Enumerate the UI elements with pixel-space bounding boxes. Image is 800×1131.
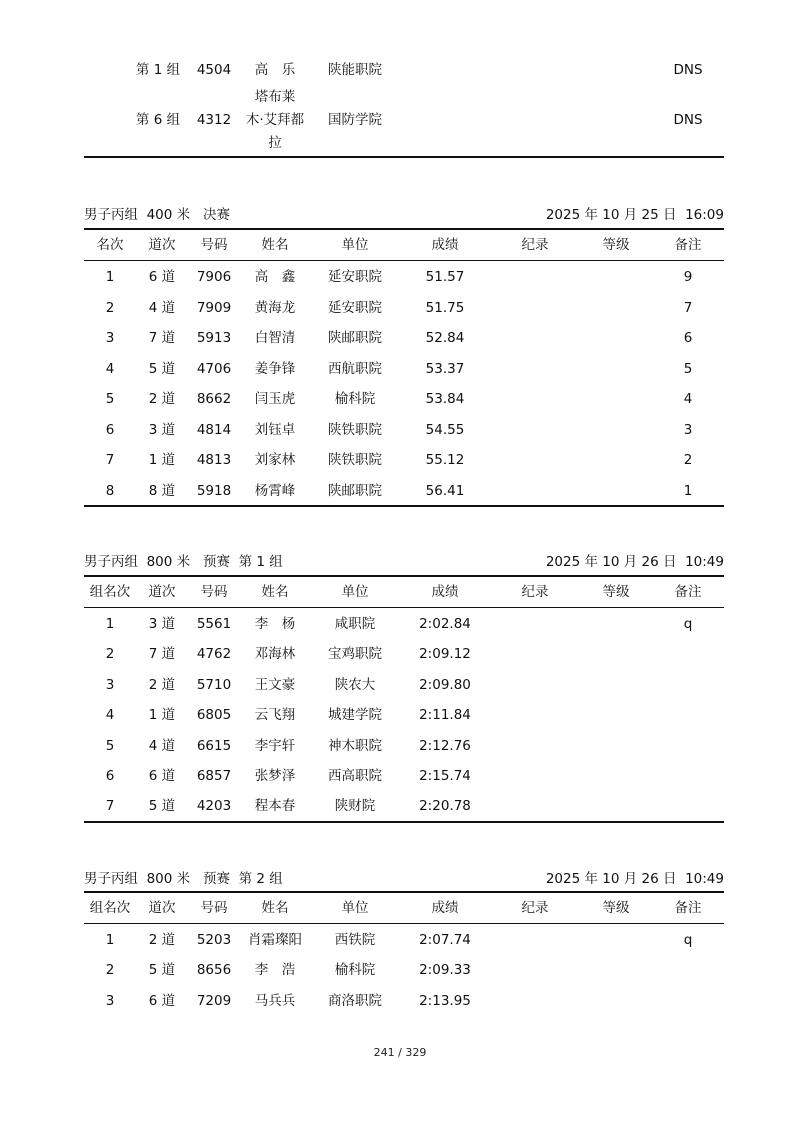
note-cell: 1 (683, 482, 693, 499)
section-time: 2025 年 10 月 26 日 10:49 (545, 871, 724, 887)
bib-cell: 5561 (196, 616, 232, 632)
grade-cell (580, 639, 652, 669)
record-cell (490, 354, 580, 384)
group-cell: 第 1 组 (135, 62, 181, 78)
lane-cell: 3 道 (148, 616, 176, 632)
grade-cell (580, 293, 652, 323)
header-cell: 单位 (341, 900, 369, 916)
name-cell: 闫玉虎 (254, 391, 296, 407)
note-cell (652, 986, 724, 1016)
grade-cell (580, 354, 652, 384)
name-cell: 白智清 (254, 330, 296, 346)
result-cell: 2:12.76 (419, 737, 471, 754)
bib-cell: 4706 (196, 360, 232, 377)
result-cell: 2:15.74 (419, 768, 471, 784)
name-line-1: 塔布莱 (254, 89, 296, 105)
grade-cell (580, 925, 652, 955)
note-cell: q (683, 932, 693, 948)
unit-cell: 榆科院 (334, 962, 376, 979)
header-rule (84, 923, 724, 924)
record-cell (490, 700, 580, 730)
unit-cell: 延安职院 (328, 299, 382, 316)
unit-cell: 陕财院 (334, 798, 376, 815)
header-cell: 号码 (200, 584, 228, 600)
unit-cell: 商洛职院 (328, 992, 382, 1009)
bib-cell: 5918 (196, 482, 232, 499)
record-cell (490, 262, 580, 292)
table-row (84, 955, 724, 985)
unit-cell: 咸职院 (334, 616, 376, 632)
name-cell: 高 乐 (254, 62, 296, 78)
record-cell (490, 986, 580, 1016)
name-cell: 姜争锋 (254, 360, 296, 377)
note-cell (652, 700, 724, 730)
rank-cell: 5 (105, 737, 115, 754)
rank-cell: 7 (105, 452, 115, 468)
table-row (84, 415, 724, 445)
note-cell (652, 639, 724, 669)
unit-cell: 榆科院 (334, 391, 376, 407)
rank-cell: 4 (105, 707, 115, 724)
bib-cell: 7209 (196, 992, 232, 1009)
bib-cell: 4762 (196, 646, 232, 663)
grade-cell (580, 609, 652, 639)
header-cell: 等级 (602, 237, 630, 253)
header-cell: 姓名 (261, 237, 289, 253)
result-cell: 2:11.84 (419, 707, 471, 724)
result-cell: 54.55 (425, 421, 465, 438)
name-cell: 黄海龙 (254, 299, 296, 316)
lane-cell: 4 道 (148, 737, 176, 754)
rank-cell: 3 (105, 676, 115, 693)
table-row (84, 476, 724, 506)
note-cell: q (683, 616, 693, 632)
record-cell (490, 639, 580, 669)
table-row (84, 986, 724, 1016)
table-header (84, 577, 724, 607)
section-title: 男子丙组 400 米 决赛 (84, 207, 231, 223)
grade-cell (580, 415, 652, 445)
name-cell: 杨霄峰 (254, 482, 296, 499)
lane-cell: 5 道 (148, 962, 176, 979)
bib-cell: 8662 (196, 391, 232, 407)
header-cell: 组名次 (89, 900, 131, 916)
table-row (84, 354, 724, 384)
note-cell: 6 (683, 330, 693, 346)
result-cell: 2:20.78 (419, 798, 471, 815)
bib-cell: 4813 (196, 452, 232, 468)
table-bottom-rule (84, 821, 724, 823)
rank-cell: 5 (105, 391, 115, 407)
result-cell: 2:02.84 (419, 616, 471, 632)
table-row (84, 384, 724, 414)
table-row (84, 670, 724, 700)
section-time: 2025 年 10 月 26 日 10:49 (545, 554, 724, 570)
unit-cell: 城建学院 (328, 707, 382, 724)
unit-cell: 陕铁职院 (328, 452, 382, 468)
note-cell: 4 (683, 391, 693, 407)
bib-cell: 6857 (196, 768, 232, 784)
name-cell: 李 浩 (254, 962, 296, 979)
header-cell: 备注 (674, 900, 702, 916)
lane-cell: 8 道 (148, 482, 176, 499)
unit-cell: 国防学院 (328, 112, 382, 128)
header-cell: 姓名 (261, 584, 289, 600)
bib-cell: 8656 (196, 962, 232, 979)
group-cell: 第 6 组 (135, 112, 181, 128)
unit-cell: 延安职院 (328, 269, 382, 285)
result-cell: 56.41 (425, 482, 465, 499)
note-cell (652, 731, 724, 761)
lane-cell: 2 道 (148, 676, 176, 693)
note-cell: 7 (683, 299, 693, 316)
header-cell: 等级 (602, 900, 630, 916)
grade-cell (580, 262, 652, 292)
unit-cell: 陕农大 (334, 676, 376, 693)
note-cell: 3 (683, 421, 693, 438)
bib-cell: 4504 (196, 62, 232, 78)
rank-cell: 2 (105, 646, 115, 663)
header-cell: 单位 (341, 237, 369, 253)
table-row (84, 639, 724, 669)
table-row (84, 700, 724, 730)
lane-cell: 1 道 (148, 707, 176, 724)
note-cell: DNS (673, 112, 703, 128)
note-cell: 9 (683, 269, 693, 285)
bib-cell: 5710 (196, 676, 232, 693)
rank-cell: 3 (105, 330, 115, 346)
grade-cell (580, 323, 652, 353)
header-cell: 道次 (148, 237, 176, 253)
header-cell: 名次 (96, 237, 124, 253)
lane-cell: 7 道 (148, 330, 176, 346)
grade-cell (580, 791, 652, 821)
section-time: 2025 年 10 月 25 日 16:09 (545, 207, 724, 223)
bib-cell: 4312 (196, 112, 232, 128)
section-title: 男子丙组 800 米 预赛 第 1 组 (84, 554, 283, 570)
name-cell: 张梦泽 (254, 768, 296, 784)
result-cell: 2:07.74 (419, 932, 471, 948)
rank-cell: 3 (105, 992, 115, 1009)
bib-cell: 4814 (196, 421, 232, 438)
name-cell: 刘钰卓 (254, 421, 296, 438)
name-cell: 肖霜璨阳 (248, 932, 302, 948)
result-cell: 52.84 (425, 330, 465, 346)
result-cell: 55.12 (425, 452, 465, 468)
record-cell (490, 476, 580, 506)
result-cell: 53.37 (425, 360, 465, 377)
lane-cell: 6 道 (148, 269, 176, 285)
grade-cell (580, 955, 652, 985)
name-cell: 刘家林 (254, 452, 296, 468)
header-rule (84, 260, 724, 261)
record-cell (490, 384, 580, 414)
unit-cell: 陕铁职院 (328, 421, 382, 438)
result-cell: 2:09.12 (419, 646, 471, 663)
header-rule (84, 607, 724, 608)
header-cell: 号码 (200, 237, 228, 253)
rank-cell: 6 (105, 768, 115, 784)
result-cell: 2:09.80 (419, 676, 471, 693)
dns-row (84, 89, 724, 151)
table-row (84, 731, 724, 761)
lane-cell: 6 道 (148, 992, 176, 1009)
result-cell: 51.75 (425, 299, 465, 316)
rank-cell: 2 (105, 962, 115, 979)
note-cell (652, 670, 724, 700)
note-cell: 2 (683, 452, 693, 468)
lane-cell: 1 道 (148, 452, 176, 468)
result-cell: 51.57 (425, 269, 465, 285)
record-cell (490, 323, 580, 353)
header-cell: 纪录 (521, 900, 549, 916)
name-cell: 李宇轩 (254, 737, 296, 754)
header-cell: 成绩 (431, 237, 459, 253)
header-cell: 道次 (148, 584, 176, 600)
name-cell: 邓海林 (254, 646, 296, 663)
table-row (84, 262, 724, 292)
name-cell: 云飞翔 (254, 707, 296, 724)
record-cell (490, 955, 580, 985)
result-cell: 2:09.33 (419, 962, 471, 979)
name-line-2: 木·艾拜都 (245, 112, 305, 128)
note-cell (652, 761, 724, 791)
note-cell (652, 791, 724, 821)
rank-cell: 8 (105, 482, 115, 499)
table-row (84, 791, 724, 821)
lane-cell: 4 道 (148, 299, 176, 316)
unit-cell: 西航职院 (328, 360, 382, 377)
unit-cell: 神木职院 (328, 737, 382, 754)
table-bottom-rule (84, 505, 724, 507)
note-cell: DNS (673, 62, 703, 78)
lane-cell: 5 道 (148, 798, 176, 815)
section-title: 男子丙组 800 米 预赛 第 2 组 (84, 871, 283, 887)
header-cell: 单位 (341, 584, 369, 600)
dns-row (84, 55, 724, 85)
record-cell (490, 293, 580, 323)
lane-cell: 5 道 (148, 360, 176, 377)
record-cell (490, 925, 580, 955)
header-cell: 等级 (602, 584, 630, 600)
unit-cell: 西铁院 (334, 932, 376, 948)
grade-cell (580, 670, 652, 700)
grade-cell (580, 384, 652, 414)
record-cell (490, 445, 580, 475)
name-cell: 程本春 (254, 798, 296, 815)
bib-cell: 4203 (196, 798, 232, 815)
bib-cell: 7909 (196, 299, 232, 316)
name-cell: 王文豪 (254, 676, 296, 693)
table-row (84, 925, 724, 955)
name-cell: 李 杨 (254, 616, 296, 632)
note-cell: 5 (683, 360, 693, 377)
header-cell: 纪录 (521, 584, 549, 600)
rank-cell: 4 (105, 360, 115, 377)
lane-cell: 3 道 (148, 421, 176, 438)
unit-cell: 西高职院 (328, 768, 382, 784)
note-cell (652, 955, 724, 985)
page-number: 241 / 329 (373, 1046, 427, 1059)
rank-cell: 1 (105, 269, 115, 285)
rank-cell: 1 (105, 616, 115, 632)
record-cell (490, 791, 580, 821)
table-header (84, 893, 724, 923)
header-cell: 纪录 (521, 237, 549, 253)
table-row (84, 609, 724, 639)
bib-cell: 5203 (196, 932, 232, 948)
header-cell: 组名次 (89, 584, 131, 600)
rank-cell: 7 (105, 798, 115, 815)
table-row (84, 445, 724, 475)
result-cell: 2:13.95 (419, 992, 471, 1009)
name-cell: 马兵兵 (254, 992, 296, 1009)
bib-cell: 5913 (196, 330, 232, 346)
record-cell (490, 415, 580, 445)
table-row (84, 761, 724, 791)
header-cell: 号码 (200, 900, 228, 916)
lane-cell: 2 道 (148, 932, 176, 948)
result-cell: 53.84 (425, 391, 465, 407)
record-cell (490, 609, 580, 639)
header-cell: 成绩 (431, 584, 459, 600)
name-line-3: 拉 (268, 135, 282, 151)
unit-cell: 宝鸡职院 (328, 646, 382, 663)
lane-cell: 6 道 (148, 768, 176, 784)
bib-cell: 6805 (196, 707, 232, 724)
record-cell (490, 731, 580, 761)
header-cell: 道次 (148, 900, 176, 916)
lane-cell: 2 道 (148, 391, 176, 407)
record-cell (490, 761, 580, 791)
table-row (84, 323, 724, 353)
unit-cell: 陕邮职院 (328, 482, 382, 499)
rank-cell: 1 (105, 932, 115, 948)
record-cell (490, 670, 580, 700)
rank-cell: 6 (105, 421, 115, 438)
table-bottom-rule (84, 156, 724, 158)
unit-cell: 陕邮职院 (328, 330, 382, 346)
lane-cell: 7 道 (148, 646, 176, 663)
grade-cell (580, 445, 652, 475)
grade-cell (580, 700, 652, 730)
grade-cell (580, 731, 652, 761)
table-header (84, 230, 724, 260)
header-cell: 姓名 (261, 900, 289, 916)
bib-cell: 6615 (196, 737, 232, 754)
header-cell: 成绩 (431, 900, 459, 916)
grade-cell (580, 476, 652, 506)
header-cell: 备注 (674, 237, 702, 253)
name-cell: 高 鑫 (254, 269, 296, 285)
unit-cell: 陕能职院 (328, 62, 382, 78)
bib-cell: 7906 (196, 269, 232, 285)
table-row (84, 293, 724, 323)
header-cell: 备注 (674, 584, 702, 600)
grade-cell (580, 761, 652, 791)
rank-cell: 2 (105, 299, 115, 316)
grade-cell (580, 986, 652, 1016)
